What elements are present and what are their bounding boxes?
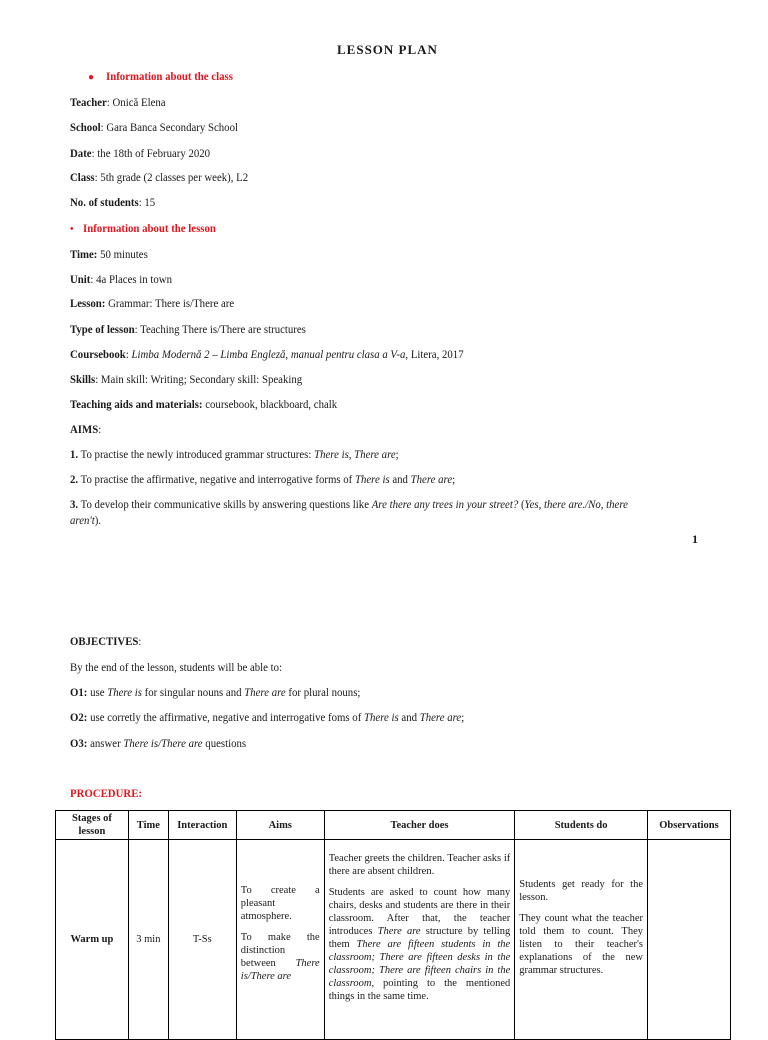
column-header-teacher-does: Teacher does [324, 811, 515, 840]
objective-item: O2: use corretly the affirmative, negative and interrogative foms of There is and There are; [70, 710, 465, 724]
teacher-text: Students are asked to count how many chairs, desks and students are there in their classroom. After that, the teacher introduces There are structure by telling them There are fifteen students in the classroom; There are fifteen desks in the classroom; There are fifteen chairs in the classroom, pointing to the mentioned things in the same time. [328, 887, 511, 1002]
cell-aims [236, 840, 324, 1040]
teacher-line: Teacher: Onică Elena [70, 95, 166, 109]
aims-heading: AIMS: [70, 422, 102, 436]
time-line: Time: 50 minutes [70, 247, 148, 261]
skills-line: Skills: Main skill: Writing; Secondary skill: Speaking [70, 372, 303, 386]
aim-text: To create a pleasant atmosphere. [240, 885, 320, 922]
date-line: Date: the 18th of February 2020 [70, 146, 211, 160]
students-text: They count what the teacher told them to count. They listen to their teacher's explanations of the new grammar structures. [519, 913, 643, 976]
column-header-aims: Aims [236, 811, 324, 840]
cell-observations [648, 840, 731, 1040]
teacher-text: Teacher greets the children. Teacher asks if there are absent children. [328, 853, 511, 877]
section-heading-class-info: ● Information about the class [88, 69, 233, 83]
type-line: Type of lesson: Teaching There is/There are structures [70, 322, 306, 336]
objectives-intro: By the end of the lesson, students will be able to: [70, 660, 283, 674]
objective-item: O1: use There is for singular nouns and There are for plural nouns; [70, 685, 361, 699]
table-row [56, 840, 731, 1040]
bullet-icon: ● [88, 72, 95, 83]
column-header-interaction: Interaction [168, 811, 236, 840]
aim-item: 3. To develop their communicative skills by answering questions like Are there any trees in your street? (Yes, there are./No, there [70, 497, 628, 511]
column-header-observations: Observations [648, 811, 731, 840]
aim-text: To make the distinction between There is/There are [240, 932, 320, 982]
students-line: No. of students: 15 [70, 195, 156, 209]
procedure-table [55, 810, 731, 1040]
coursebook-line: Coursebook: Limba Modernă 2 – Limba Engleză, manual pentru clasa a V-a, Litera, 2017 [70, 347, 464, 361]
bullet-icon: • [70, 224, 74, 235]
column-header-students-do: Students do [515, 811, 648, 840]
section-heading-lesson-info: • Information about the lesson [70, 221, 216, 235]
column-header-time: Time [128, 811, 168, 840]
cell-stage: Warm up [56, 840, 129, 1040]
aim-item: 2. To practise the affirmative, negative and interrogative forms of There is and There are; [70, 472, 456, 486]
class-line: Class: 5th grade (2 classes per week), L2 [70, 170, 249, 184]
objectives-heading: OBJECTIVES: [70, 634, 142, 648]
table-header-row [56, 811, 731, 840]
cell-time: 3 min [128, 840, 168, 1040]
cell-interaction: T-Ss [168, 840, 236, 1040]
cell-teacher-does [324, 840, 515, 1040]
students-text: Students get ready for the lesson. [519, 879, 643, 903]
column-header-stages: Stages of lesson [56, 811, 129, 840]
page-title: LESSON PLAN [337, 42, 438, 57]
unit-line: Unit: 4a Places in town [70, 272, 172, 286]
page-number: 1 [692, 532, 698, 546]
aim-item: 1. To practise the newly introduced grammar structures: There is, There are; [70, 447, 399, 461]
lesson-line: Lesson: Grammar: There is/There are [70, 296, 235, 310]
procedure-heading: PROCEDURE: [70, 786, 142, 800]
aids-line: Teaching aids and materials: coursebook, blackboard, chalk [70, 397, 338, 411]
objective-item: O3: answer There is/There are questions [70, 736, 247, 750]
aim-item-continued: aren't). [70, 513, 102, 527]
school-line: School: Gara Banca Secondary School [70, 120, 238, 134]
cell-students-do [515, 840, 648, 1040]
